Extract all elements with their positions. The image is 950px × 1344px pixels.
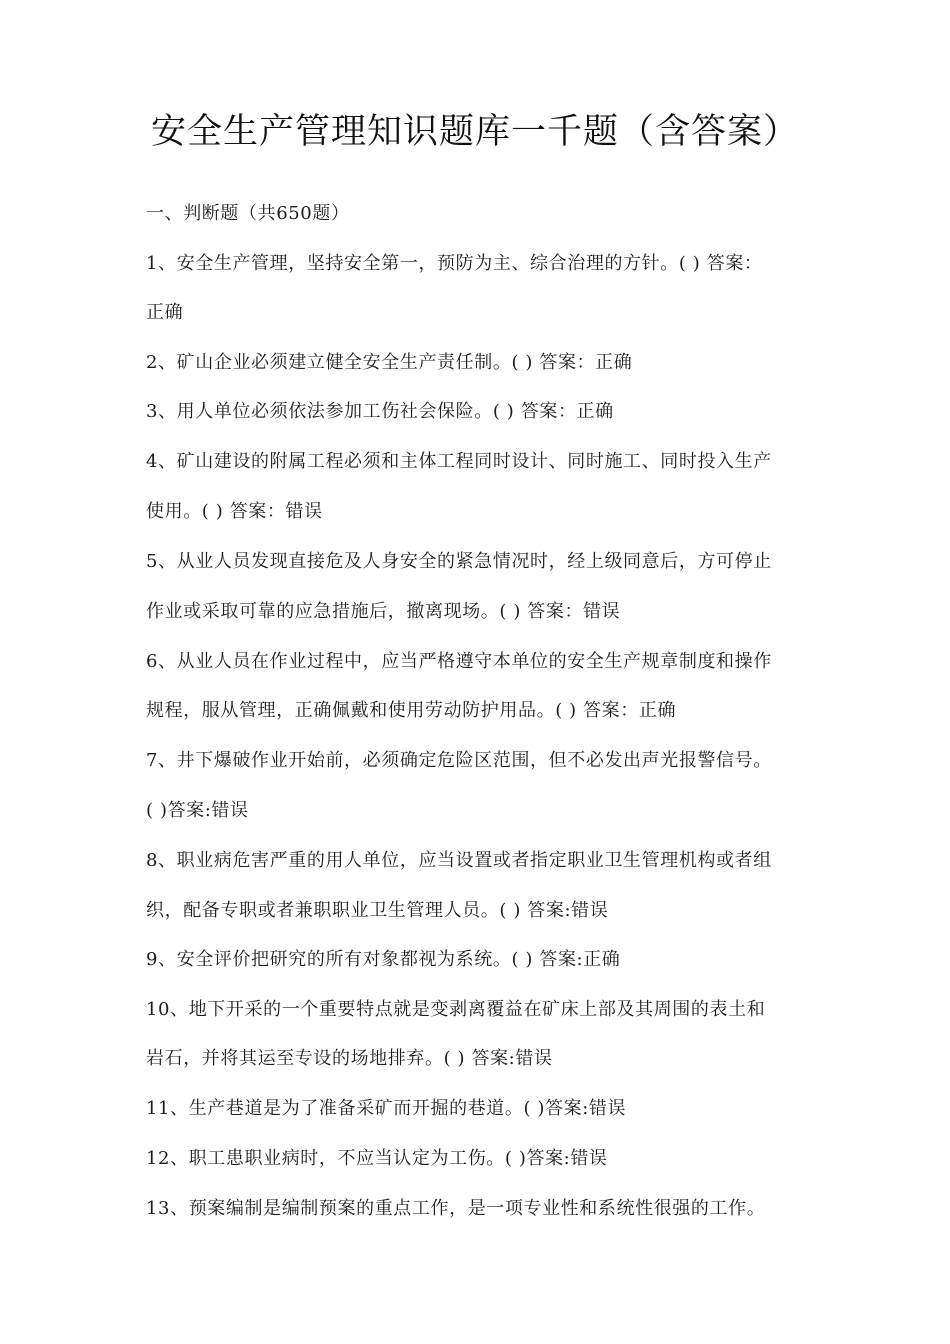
- question-line: 2、矿山企业必须建立健全安全生产责任制。( ) 答案：正确: [146, 352, 633, 373]
- question-line: 织，配备专职或者兼职职业卫生管理人员。( ) 答案:错误: [146, 900, 609, 921]
- question-line: ( )答案:错误: [146, 800, 249, 821]
- question-line: 正确: [146, 302, 184, 323]
- question-line: 岩石，并将其运至专设的场地排弃。( ) 答案:错误: [146, 1048, 553, 1069]
- section-heading: 一、判断题（共650题）: [146, 203, 350, 224]
- question-line: 6、从业人员在作业过程中，应当严格遵守本单位的安全生产规章制度和操作: [146, 651, 772, 672]
- document-title: 安全生产管理知识题库一千题（含答案）: [150, 112, 799, 152]
- question-line: 5、从业人员发现直接危及人身安全的紧急情况时，经上级同意后，方可停止: [146, 551, 772, 572]
- question-line: 规程，服从管理，正确佩戴和使用劳动防护用品。( ) 答案：正确: [146, 700, 677, 721]
- question-line: 11、生产巷道是为了准备采矿而开掘的巷道。( )答案:错误: [146, 1098, 627, 1119]
- question-line: 10、地下开采的一个重要特点就是变剥离覆益在矿床上部及其周围的表土和: [146, 999, 766, 1020]
- question-line: 7、井下爆破作业开始前，必须确定危险区范围，但不必发出声光报警信号。: [146, 750, 772, 771]
- question-line: 1、安全生产管理，坚持安全第一，预防为主、综合治理的方针。( ) 答案：: [146, 253, 763, 274]
- question-line: 8、职业病危害严重的用人单位，应当设置或者指定职业卫生管理机构或者组: [146, 850, 772, 871]
- question-line: 使用。( ) 答案：错误: [146, 501, 323, 522]
- question-line: 作业或采取可靠的应急措施后，撤离现场。( ) 答案：错误: [146, 601, 621, 622]
- question-line: 3、用人单位必须依法参加工伤社会保险。( ) 答案：正确: [146, 401, 614, 422]
- question-line: 12、职工患职业病时，不应当认定为工伤。( )答案:错误: [146, 1148, 608, 1169]
- question-line: 13、预案编制是编制预案的重点工作，是一项专业性和系统性很强的工作。: [146, 1198, 766, 1219]
- question-line: 4、矿山建设的附属工程必须和主体工程同时设计、同时施工、同时投入生产: [146, 451, 772, 472]
- question-line: 9、安全评价把研究的所有对象都视为系统。( ) 答案:正确: [146, 949, 621, 970]
